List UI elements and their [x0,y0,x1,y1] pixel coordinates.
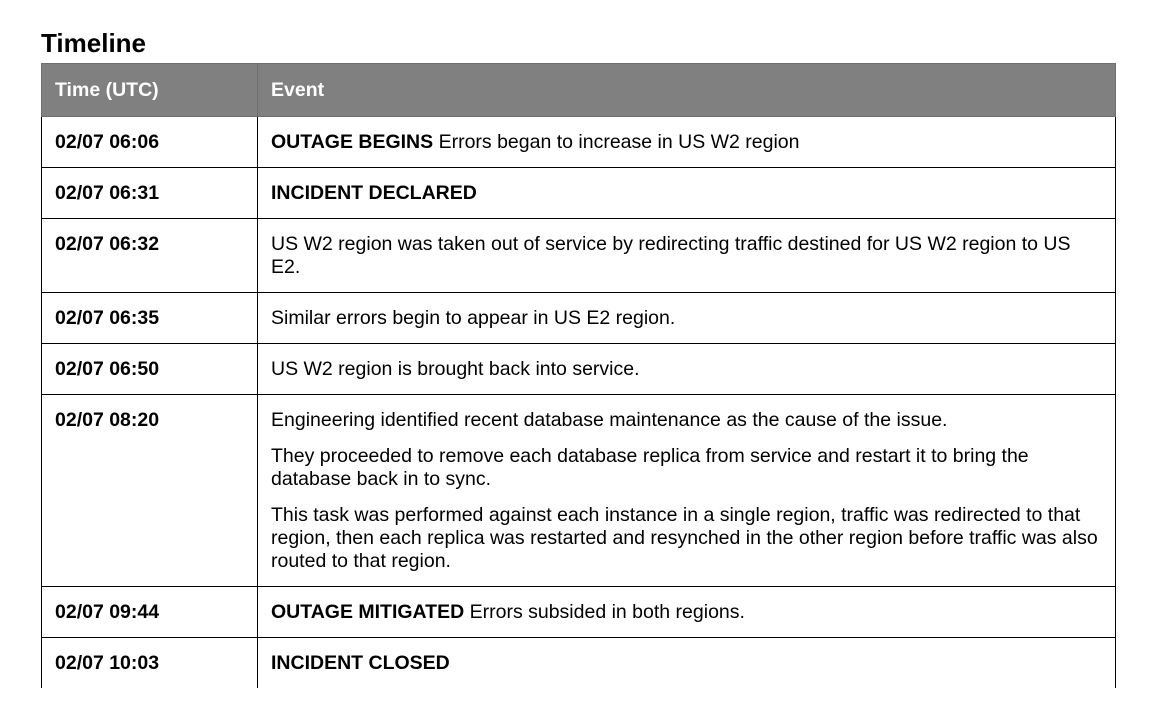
event-text: Errors subsided in both regions. [469,601,745,623]
event-cell [258,587,1116,638]
time-cell: 02/07 10:03 [42,638,258,689]
table-header-row [42,64,1116,117]
event-text: They proceeded to remove each database replica from service and restart it to bring the database back in to sync. [271,445,1029,490]
table-row [42,587,1116,638]
event-text: US W2 region was taken out of service by redirecting traffic destined for US W2 region to US E2. [271,233,1071,278]
event-text: Similar errors begin to appear in US E2 region. [271,307,676,329]
table-row [42,344,1116,395]
event-tag: INCIDENT CLOSED [271,652,450,674]
event-cell [258,638,1116,689]
event-cell [258,219,1116,293]
table-row [42,219,1116,293]
event-text: Engineering identified recent database maintenance as the cause of the issue. [271,409,948,431]
table-row [42,117,1116,168]
time-cell: 02/07 06:06 [42,117,258,168]
event-text: This task was performed against each instance in a single region, traffic was redirected to that region, then each replica was restarted and resynched in the other region before traffic was also routed to that region. [271,504,1098,572]
column-header-time: Time (UTC) [42,64,258,117]
page-title: Timeline [41,28,147,58]
event-tag: OUTAGE MITIGATED [271,601,465,623]
time-cell: 02/07 06:32 [42,219,258,293]
event-cell [258,293,1116,344]
event-tag: OUTAGE BEGINS [271,131,434,153]
event-cell [258,117,1116,168]
event-text: Errors began to increase in US W2 region [438,131,800,153]
event-cell [258,344,1116,395]
event-text: US W2 region is brought back into service. [271,358,640,380]
time-cell: 02/07 06:50 [42,344,258,395]
column-header-event: Event [258,64,1116,117]
event-cell [258,168,1116,219]
event-tag: INCIDENT DECLARED [271,182,477,204]
table-row [42,638,1116,689]
time-cell: 02/07 06:35 [42,293,258,344]
timeline-table [41,63,1116,688]
event-cell [258,395,1116,587]
time-cell: 02/07 06:31 [42,168,258,219]
time-cell: 02/07 09:44 [42,587,258,638]
table-row [42,293,1116,344]
table-row [42,395,1116,587]
time-cell: 02/07 08:20 [42,395,258,587]
table-row [42,168,1116,219]
